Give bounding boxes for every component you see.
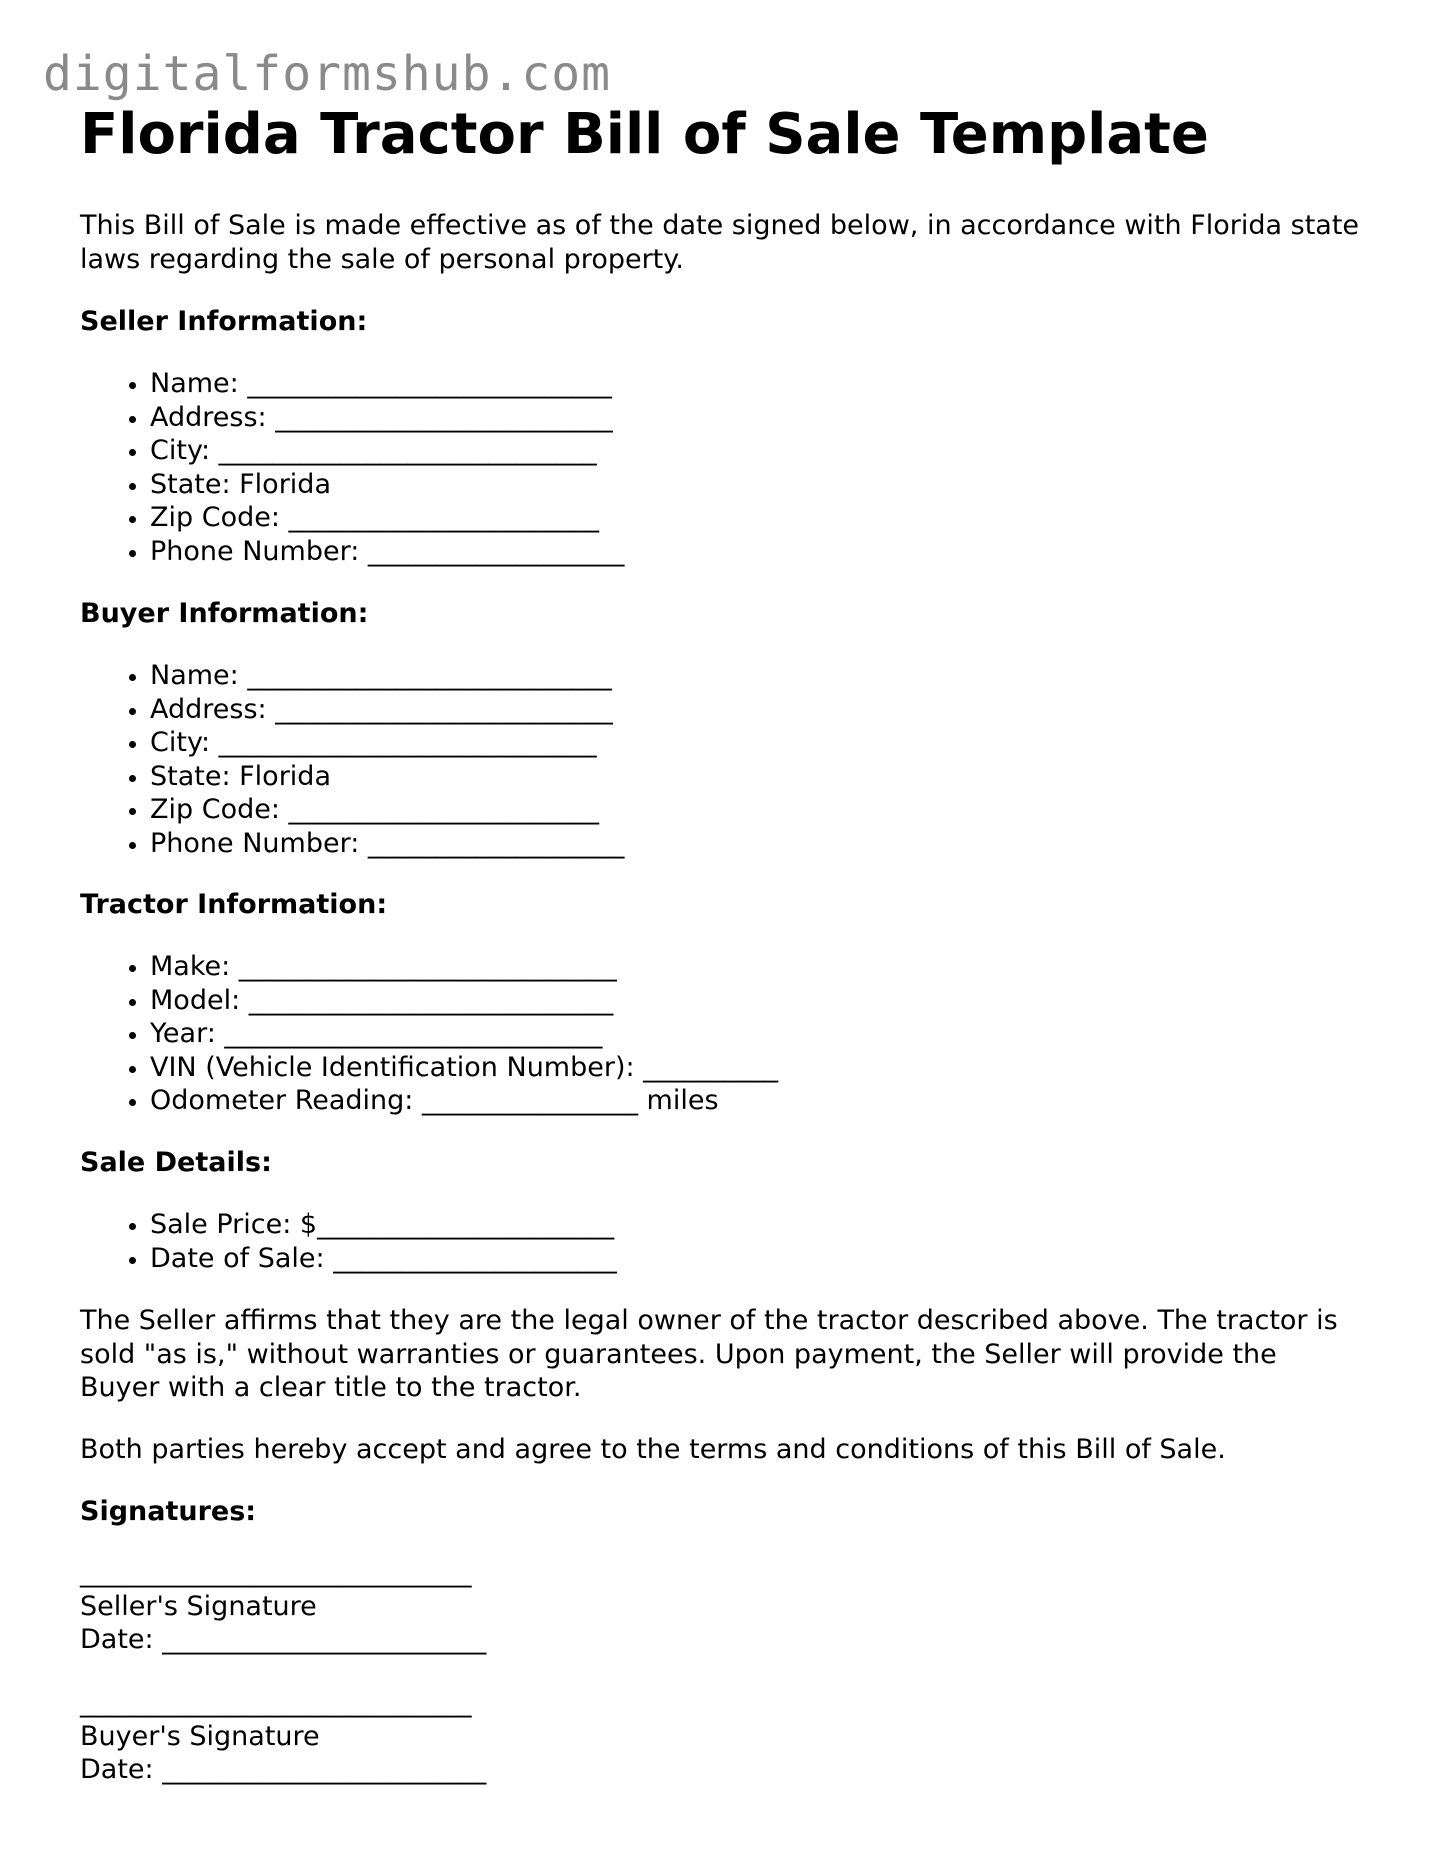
buyer-city-field: • City: ____________________________ — [150, 726, 624, 760]
buyer-signature-line: _____________________________ — [80, 1687, 472, 1718]
buyer-address-field: • Address: _________________________ — [150, 693, 624, 727]
watermark-site-name: digitalformshub.com — [43, 46, 612, 102]
signatures-heading: Signatures: — [80, 1496, 257, 1527]
seller-signature-block — [80, 1556, 486, 1657]
buyer-zip-field: • Zip Code: _______________________ — [150, 793, 624, 827]
document-title: Florida Tractor Bill of Sale Template — [80, 102, 1209, 167]
buyer-signature-block — [80, 1686, 486, 1787]
tractor-year-field: • Year: ____________________________ — [150, 1017, 778, 1051]
affirmation-paragraph: The Seller affirms that they are the legal owner of the tractor described above. The tractor is sold "as is," without warranties or guarantees. Upon payment, the Seller will provide the Buyer with a clear title to the tractor. — [80, 1305, 1338, 1403]
buyer-signature-date: Date: ________________________ — [80, 1754, 487, 1785]
buyer-field-list — [80, 659, 624, 860]
intro-paragraph: This Bill of Sale is made effective as of the date signed below, in accordance with Florida state laws regarding the sale of personal property. — [80, 210, 1360, 275]
buyer-phone-field: • Phone Number: ___________________ — [150, 827, 624, 861]
tractor-vin-field: • VIN (Vehicle Identification Number): __________ — [150, 1051, 778, 1085]
sale-heading: Sale Details: — [80, 1147, 272, 1178]
seller-signature-label: Seller's Signature — [80, 1590, 317, 1622]
buyer-name-field: • Name: ___________________________ — [150, 659, 624, 693]
seller-name-field: • Name: ___________________________ — [150, 367, 624, 401]
seller-signature-date: Date: ________________________ — [80, 1624, 487, 1655]
seller-signature-line: _____________________________ — [80, 1557, 472, 1588]
seller-city-field: • City: ____________________________ — [150, 434, 624, 468]
seller-heading: Seller Information: — [80, 306, 368, 337]
tractor-odometer-field: • Odometer Reading: ________________ miles — [150, 1084, 778, 1118]
buyer-state-field: • State: Florida — [150, 760, 624, 794]
agreement-paragraph: Both parties hereby accept and agree to the terms and conditions of this Bill of Sale. — [80, 1434, 1226, 1465]
tractor-make-field: • Make: ____________________________ — [150, 950, 778, 984]
buyer-heading: Buyer Information: — [80, 598, 369, 629]
sale-date-field: • Date of Sale: _____________________ — [150, 1242, 617, 1276]
tractor-field-list — [80, 950, 778, 1118]
tractor-heading: Tractor Information: — [80, 889, 388, 920]
tractor-model-field: • Model: ___________________________ — [150, 984, 778, 1018]
seller-state-field: • State: Florida — [150, 468, 624, 502]
sale-field-list — [80, 1208, 617, 1275]
seller-field-list — [80, 367, 624, 568]
seller-address-field: • Address: _________________________ — [150, 401, 624, 435]
sale-price-field: • Sale Price: $______________________ — [150, 1208, 617, 1242]
seller-phone-field: • Phone Number: ___________________ — [150, 535, 624, 569]
seller-zip-field: • Zip Code: _______________________ — [150, 501, 624, 535]
buyer-signature-label: Buyer's Signature — [80, 1720, 320, 1752]
